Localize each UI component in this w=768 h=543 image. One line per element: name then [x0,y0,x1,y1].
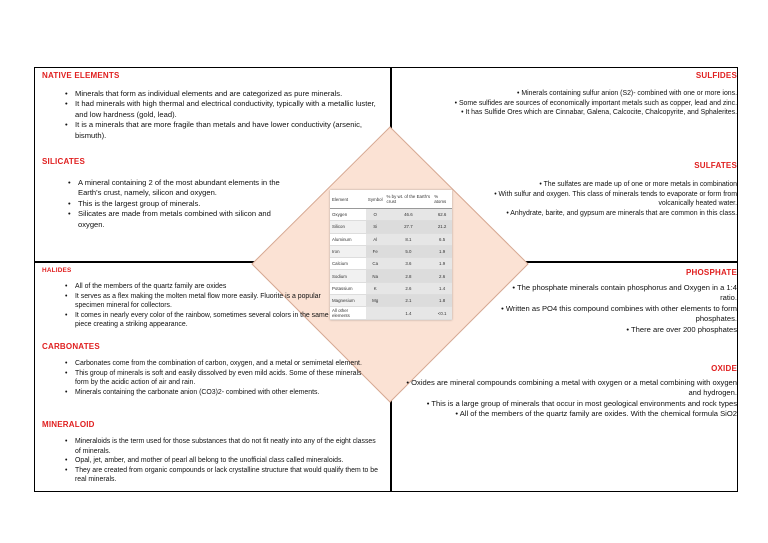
table-cell: Ca [366,258,385,270]
carbonates-section [75,359,375,397]
table-cell: 3.6 [385,258,433,270]
phosphate-item-2-text: Written as PO4 this compound combines with other elements to form phosphates. [505,303,737,324]
halides-title: HALIDES [42,267,72,274]
element-abundance-table [330,190,452,320]
table-cell: 62.6 [432,209,452,221]
phosphate-title: PHOSPHATE [686,268,737,277]
oxide-section [402,378,737,420]
phosphate-item-3-text: There are over 200 phosphates [631,324,737,334]
sulfates-title: SULFATES [694,161,737,170]
table-cell: 1.8 [432,295,452,307]
sulfates-section [467,180,737,218]
table-row [330,209,452,221]
oxide-item-1: • Oxides are mineral compounds combining a metal with oxygen or a metal combining with oxygen and hydrogen. [406,378,737,398]
silicates-item-1: • A mineral containing 2 of the most abundant elements in the Earth's crust, namely, silicon and oxygen. [78,178,296,199]
silicates-section [78,178,296,230]
table-cell: Silicon [330,221,366,233]
table-row [330,307,452,319]
table-row [330,233,452,245]
table-cell: 1.9 [432,245,452,257]
table-header-cell: Symbol [366,190,385,209]
phosphate-item-1: • The phosphate minerals contain phosphorus and Oxygen in a 1:4 ratio. [512,283,737,303]
table-cell: K [366,282,385,294]
phosphate-item-2: • Written as PO4 this compound combines with other elements to form phosphates. [501,303,737,324]
table-cell: 2.6 [385,282,433,294]
table-cell: Iron [330,245,366,257]
sulfates-item-3: • Anhydrate, barite, and gypsum are minerals that are common in this class. [506,209,737,217]
mineraloid-item-2: • Opal, jet, amber, and mother of pearl all belong to the unofficial class called mineraloids. [75,456,380,466]
table-cell: 2.8 [385,270,433,282]
table-cell: Magnesium [330,295,366,307]
phosphate-item-1-text: The phosphate minerals contain phosphorus and Oxygen in a 1:4 ratio. [517,283,737,303]
table-row [330,258,452,270]
halides-item-3: • It comes in nearly every color of the rainbow, sometimes several colors in the same piece creating a striking appearance. [75,311,337,330]
halides-item-1: • All of the members of the quartz family are oxides [75,282,337,292]
halides-section [75,282,337,330]
table-row [330,221,452,233]
oxide-item-2-text: This is a large group of minerals that occur in most geological environments and rock types [431,398,737,408]
table-cell: 21.2 [432,221,452,233]
oxide-title: OXIDE [711,364,737,373]
sulfides-item-1-text: Minerals containing sulfur anion (S2)- combined with one or more ions. [521,90,737,97]
native-elements-section [75,89,385,141]
table-cell: Calcium [330,258,366,270]
table-cell: 1.9 [432,258,452,270]
table-header-cell: % by wt. of the Earth's crust [385,190,433,209]
table-cell: 27.7 [385,221,433,233]
table-header-cell: % atoms [432,190,452,209]
table-row [330,245,452,257]
table-row [330,270,452,282]
carbonates-item-3: • Minerals containing the carbonate anion (CO3)2- combined with other elements. [75,388,375,398]
table-cell: 8.1 [385,233,433,245]
sulfides-item-1: • Minerals containing sulfur anion (S2)- combined with one or more ions. [517,90,737,97]
phosphate-section [497,283,737,335]
sulfides-section [407,89,737,118]
table-cell: <0.1 [432,307,452,319]
table-cell: Fe [366,245,385,257]
sulfides-item-3-text: It has Sulfide Ores which are Cinnabar, Galena, Calcocite, Chalcopyrite, and Sphalerites. [465,109,737,117]
table-cell: 5.0 [385,245,433,257]
table-cell: Oxygen [330,209,366,221]
table-cell: Na [366,270,385,282]
native-item-3: • It is a minerals that are more fragile than metals and have lower conductivity (arsenic, bismuth). [75,120,385,141]
sulfates-item-3-text: Anhydrate, barite, and gypsum are minerals that are common in this class. [510,209,737,217]
native-elements-title: NATIVE ELEMENTS [42,71,120,80]
native-item-2: • It had minerals with high thermal and electrical conductivity, typically with a metallic luster, and low hardness (gold, lead). [75,99,385,120]
oxide-item-1-text: Oxides are mineral compounds combining a metal with oxygen or a metal combining with oxygen and hydrogen. [411,378,737,398]
carbonates-item-2: • This group of minerals is soft and easily dissolved by even mild acids. Some of these minerals form by the acidic action of air and rain. [75,369,375,388]
sulfates-item-1: • The sulfates are made up of one or more metals in combination [539,181,737,188]
table-cell: 1.4 [385,307,433,319]
table-cell: 2.1 [385,295,433,307]
table-cell: Sodium [330,270,366,282]
sulfides-item-3: • It has Sulfide Ores which are Cinnabar, Galena, Calcocite, Chalcopyrite, and Sphalerites. [461,109,737,117]
sulfides-item-2-text: Some sulfides are sources of economically important metals such as copper, lead and zinc. [458,99,737,107]
native-item-1: • Minerals that form as individual elements and are categorized as pure minerals. [75,89,385,99]
oxide-item-3: • All of the members of the quartz family are oxides. With the chemical formula SiO2 [455,409,737,419]
silicates-item-2: • This is the largest group of minerals. [78,199,296,209]
table-cell: Aluminum [330,233,366,245]
table-cell [366,307,385,319]
mineraloid-section [75,437,380,485]
table-cell: O [366,209,385,221]
table-cell: Mg [366,295,385,307]
halides-item-2: • It serves as a flex making the molten metal flow more easily. Fluorite is a popular specimen mineral for collectors. [75,292,337,311]
sulfides-item-2: • Some sulfides are sources of economically important metals such as copper, lead and zinc. [454,99,737,107]
table-row [330,282,452,294]
carbonates-title: CARBONATES [42,342,100,351]
table-cell: 6.5 [432,233,452,245]
table-cell: All other elements [330,307,366,319]
table-cell: Si [366,221,385,233]
carbonates-item-1: • Carbonates come from the combination of carbon, oxygen, and a metal or semimetal element. [75,359,375,369]
silicates-title: SILICATES [42,157,85,166]
sulfates-item-2-text: With sulfur and oxygen. This class of minerals tends to evaporate or form from volcanically heated water. [498,190,737,208]
mineraloid-title: MINERALOID [42,420,95,429]
silicates-item-3: • Silicates are made from metals combined with silicon and oxygen. [78,209,296,230]
table-cell: 1.4 [432,282,452,294]
sulfides-title: SULFIDES [695,71,737,80]
table-header-cell: Element [330,190,366,209]
sulfates-item-1-text: The sulfates are made up of one or more metals in combination [543,181,737,188]
mineraloid-item-3: • They are created from organic compounds or lack crystalline structure that would qualify them to be real minerals. [75,466,380,485]
oxide-item-2: • This is a large group of minerals that occur in most geological environments and rock types [426,398,737,408]
phosphate-item-3: • There are over 200 phosphates [626,324,737,334]
table-row [330,295,452,307]
sulfates-item-2: • With sulfur and oxygen. This class of minerals tends to evaporate or form from volcanically heated water. [494,190,737,208]
table-cell: 46.6 [385,209,433,221]
table-header-row [330,190,452,209]
oxide-item-3-text: All of the members of the quartz family are oxides. With the chemical formula SiO2 [459,409,737,419]
table-cell: Al [366,233,385,245]
mineraloid-item-1: • Mineraloids is the term used for those substances that do not fit neatly into any of the eight classes of minerals. [75,437,380,456]
table-cell: 2.6 [432,270,452,282]
table-cell: Potassium [330,282,366,294]
